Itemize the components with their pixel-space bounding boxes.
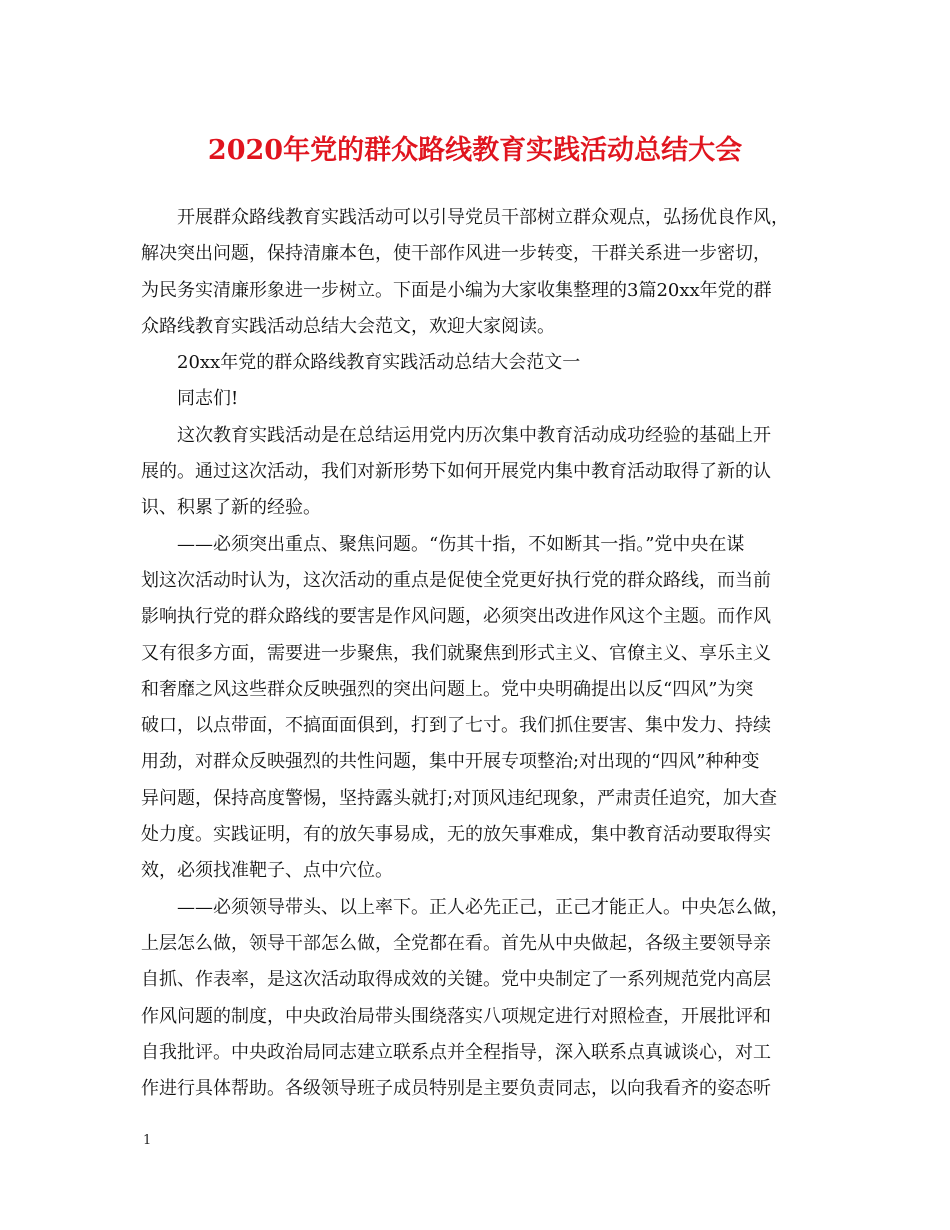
body-line: 开展群众路线教育实践活动可以引导党员干部树立群众观点，弘扬优良作风，: [141, 207, 789, 228]
body-line: 这次教育实践活动是在总结运用党内历次集中教育活动成功经验的基础上开: [141, 424, 771, 446]
body-line: 处力度。实践证明，有的放矢事易成，无的放矢事难成，集中教育活动要取得实: [141, 824, 771, 846]
body-line: 作风问题的制度，中央政治局带头围绕落实八项规定进行对照检查，开展批评和: [141, 1005, 771, 1027]
body-line: 破口，以点带面，不搞面面俱到，打到了七寸。我们抓住要害、集中发力、持续: [141, 715, 771, 737]
salutation-line: 同志们!: [141, 388, 239, 410]
body-line: 解决突出问题，保持清廉本色，使干部作风进一步转变，干群关系进一步密切，: [141, 243, 771, 265]
body-line: 划这次活动时认为，这次活动的重点是促使全党更好执行党的群众路线，而当前: [141, 569, 771, 591]
document-title: 2020年党的群众路线教育实践活动总结大会: [207, 135, 743, 166]
body-line: 异问题，保持高度警惕，坚持露头就打;对顶风违纪现象，严肃责任追究，加大查: [141, 787, 778, 809]
body-line: 展的。通过这次活动，我们对新形势下如何开展党内集中教育活动取得了新的认: [141, 461, 771, 483]
body-line: 自抓、作表率，是这次活动取得成效的关键。党中央制定了一系列规范党内高层: [141, 969, 771, 991]
body-line: 和奢靡之风这些群众反映强烈的突出问题上。党中央明确提出以反“四风”为突: [141, 678, 754, 700]
body-line: 用劲，对群众反映强烈的共性问题，集中开展专项整治;对出现的“四风”种种变: [141, 751, 760, 773]
body-line: 自我批评。中央政治局同志建立联系点并全程指导，深入联系点真诚谈心，对工: [141, 1041, 771, 1063]
body-line: 上层怎么做，领导干部怎么做，全党都在看。首先从中央做起，各级主要领导亲: [141, 932, 771, 954]
body-line: ——必须突出重点、聚焦问题。“伤其十指，不如断其一指。”党中央在谋: [141, 533, 745, 555]
body-line: 效，必须找准靶子、点中穴位。: [141, 860, 393, 882]
section-heading-line: 20xx年党的群众路线教育实践活动总结大会范文一: [141, 352, 581, 374]
body-line: 为民务实清廉形象进一步树立。下面是小编为大家收集整理的3篇20xx年党的群: [141, 279, 772, 301]
body-line: 作进行具体帮助。各级领导班子成员特别是主要负责同志，以向我看齐的姿态听: [141, 1078, 771, 1100]
document-body: [141, 200, 809, 1107]
page-number: 1: [143, 1133, 152, 1148]
body-line: 又有很多方面，需要进一步聚焦，我们就聚焦到形式主义、官僚主义、享乐主义: [141, 642, 771, 664]
body-line: 识、积累了新的经验。: [141, 497, 321, 519]
body-line: 众路线教育实践活动总结大会范文，欢迎大家阅读。: [141, 315, 555, 337]
body-line: ——必须领导带头、以上率下。正人必先正己，正己才能正人。中央怎么做，: [141, 896, 789, 918]
body-line: 影响执行党的群众路线的要害是作风问题，必须突出改进作风这个主题。而作风: [141, 606, 771, 628]
